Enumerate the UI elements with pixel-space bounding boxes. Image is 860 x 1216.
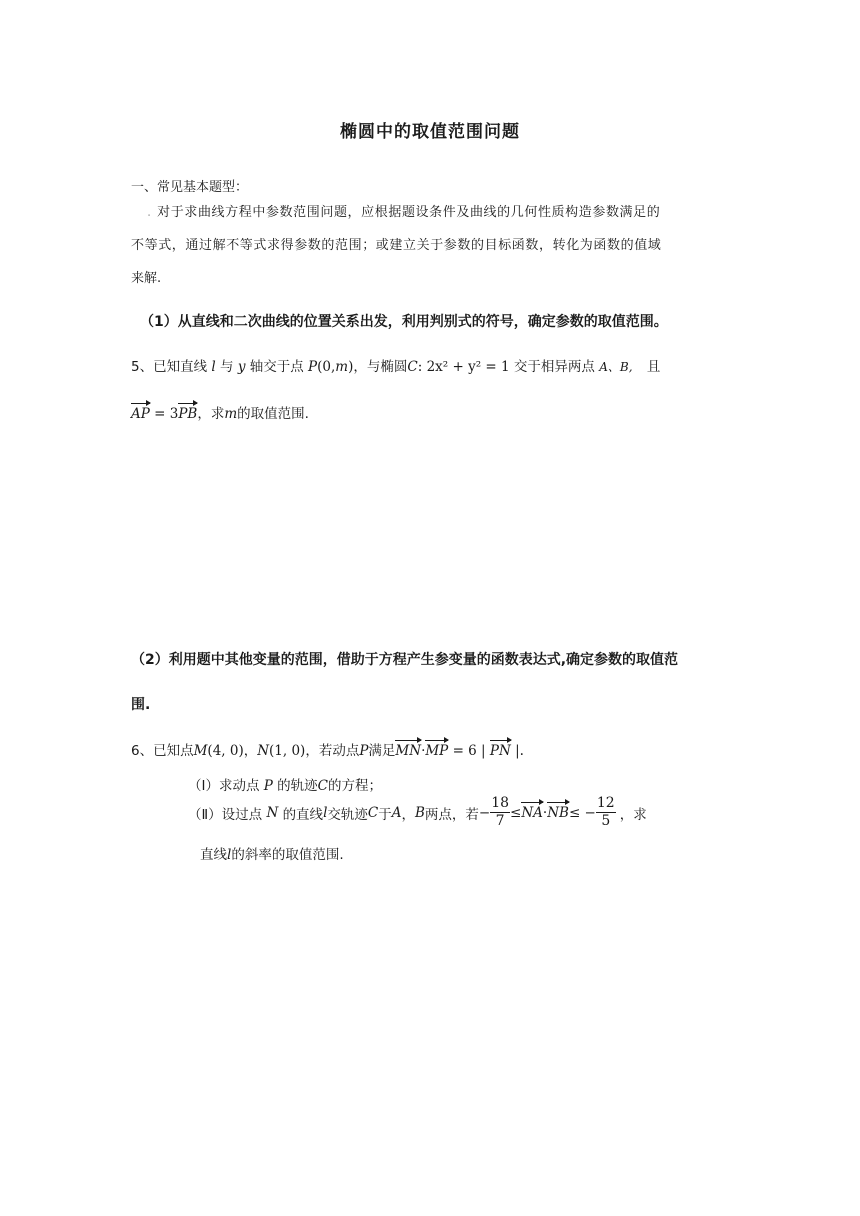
q5-point-P: P (308, 359, 318, 375)
fraction-denominator: 5 (601, 813, 611, 829)
part-1-text: 求动点 (218, 778, 260, 794)
q5-text: ，求 (197, 406, 225, 422)
q6-point-N: N (257, 743, 270, 759)
q6-point-P: P (359, 743, 369, 759)
question-5-line-2 (131, 402, 309, 422)
part-1-text: 的方程； (328, 778, 383, 794)
part-2-line-l: l (227, 847, 232, 863)
part-2-text: 的直线 (282, 806, 324, 823)
q5-text: ，与椭圆 (353, 359, 408, 375)
method-1-heading: （1）从直线和二次曲线的位置关系出发，利用判别式的符号，确定参数的取值范围。 (140, 314, 668, 330)
q5-paren: ) (348, 359, 354, 375)
q5-text: 轴交于点 (249, 359, 304, 375)
q6-text: 已知点 (153, 743, 194, 759)
q6-point-coord: (1, 0) (269, 743, 306, 759)
part-2-curve-C: C (367, 804, 379, 821)
intro-line-2: 不等式，通过解不等式求得参数的范围；或建立关于参数的目标函数，转化为函数的值域 (131, 238, 662, 253)
vector-PN: PN (489, 743, 511, 759)
q6-text: 满足 (368, 743, 396, 759)
q5-equals: = 3 (149, 406, 179, 422)
q5-text: 且 (646, 359, 661, 375)
q5-param-m: m (224, 406, 238, 422)
intro-line-1: 对于求曲线方程中参数范围问题，应根据题设条件及曲线的几何性质构造参数满足的 (157, 205, 661, 220)
q6-text: ，若动点 (305, 743, 360, 759)
intro-line-3: 来解. (131, 271, 162, 286)
page-title: 椭圆中的取值范围问题 (340, 122, 520, 142)
q5-text: 的取值范围. (237, 406, 309, 422)
intro-paragraph (131, 196, 661, 295)
q6-number: 6、 (131, 743, 154, 759)
fraction-denominator: 7 (495, 813, 505, 829)
leq-sign: ≤ (510, 804, 522, 821)
q6-text: ， (243, 743, 258, 759)
method-2-heading-line-2: 围. (131, 697, 151, 713)
part-2-text: ，求 (619, 806, 647, 823)
part-2-point-B: B (414, 804, 425, 821)
q6-end: |. (510, 743, 524, 759)
fraction-numerator: 18 (491, 795, 510, 811)
part-1-point-P: P (263, 778, 273, 794)
question-6-part-2 (188, 795, 647, 830)
q5-number: 5、 (131, 359, 154, 375)
part-2-text: 直线 (200, 847, 227, 863)
q5-line-l: l (211, 359, 216, 375)
part-2-point-A: A (391, 804, 402, 821)
part-1-text: 的轨迹 (277, 778, 318, 794)
part-2-text: ， (401, 806, 415, 823)
q5-text: 已知直线 (153, 359, 208, 375)
q5-param-m: m (335, 359, 349, 375)
part-2-label: （Ⅱ） (188, 806, 222, 823)
q5-axis-y: y (237, 359, 246, 375)
leq-sign: ≤ − (568, 804, 596, 821)
fraction-numerator: 12 (596, 795, 615, 811)
q6-point-coord: (4, 0) (207, 743, 244, 759)
vector-MN: MN (395, 743, 422, 759)
question-5-line-1 (131, 355, 660, 375)
vector-NA: NA (521, 804, 543, 821)
part-1-label: （Ⅰ） (188, 778, 219, 794)
part-1-curve-C: C (317, 778, 329, 794)
q5-points-AB: A、B, (599, 360, 633, 374)
q6-equals: = 6 | (448, 743, 490, 759)
q5-point-coord: (0, (317, 359, 336, 375)
method-2-heading-line-1: （2）利用题中其他变量的范围，借助于方程产生参变量的函数表达式,确定参数的取值范 (131, 652, 679, 668)
q5-text: 与 (220, 359, 234, 375)
section-heading: 一、常见基本题型： (131, 180, 249, 195)
part-2-point-N: N (266, 804, 279, 821)
fraction-12-5 (596, 795, 616, 830)
vector-NB: NB (547, 804, 569, 821)
q6-point-M: M (193, 743, 208, 759)
part-2-text: 设过点 (221, 806, 263, 823)
question-6-line-1 (131, 739, 524, 759)
bullet-mark: . (147, 205, 152, 220)
fraction-18-7 (490, 795, 510, 830)
part-2-text: 两点，若 (424, 806, 479, 823)
part-2-text: 交轨迹 (327, 806, 368, 823)
question-6-part-2-line-2 (200, 843, 344, 863)
minus-sign: − (478, 804, 491, 821)
dot-sign: · (542, 804, 548, 821)
vector-AP: AP (131, 406, 150, 422)
part-2-text: 于 (378, 806, 392, 823)
q6-dot: · (421, 743, 426, 759)
part-2-text: 的斜率的取值范围. (231, 847, 344, 863)
vector-PB: PB (178, 406, 198, 422)
part-2-line-l: l (323, 804, 328, 821)
q5-ellipse-eq: : 2x² + y² = 1 (417, 359, 510, 375)
q5-text: 交于相异两点 (513, 359, 595, 375)
vector-MP: MP (425, 743, 449, 759)
question-6-part-1 (188, 774, 382, 794)
q5-ellipse-C: C (407, 359, 418, 375)
